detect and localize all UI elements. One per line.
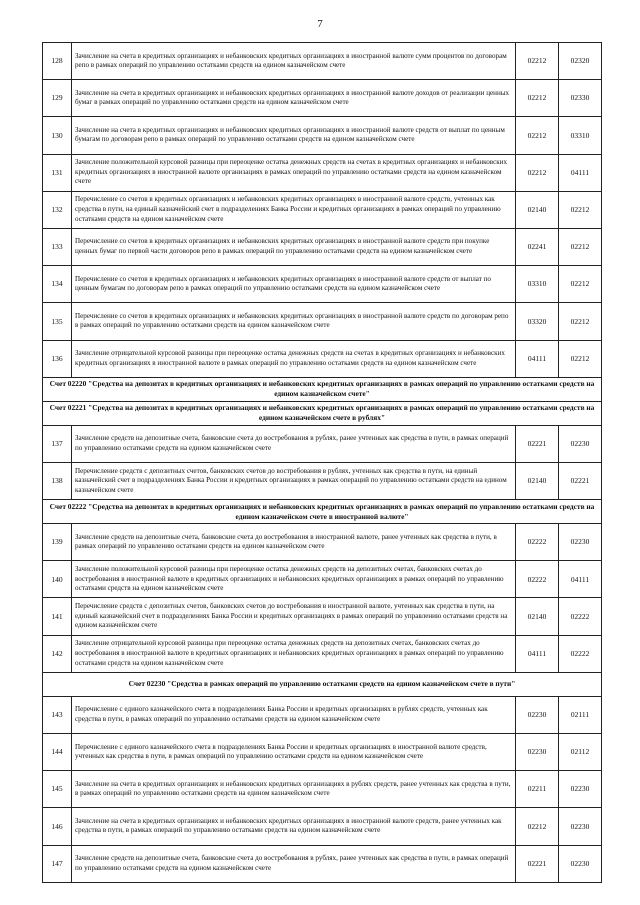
debit-account: 04111: [516, 340, 559, 377]
row-number: 131: [43, 154, 72, 191]
section-title: Счет 02221 "Средства на депозитах в кредитных организациях и небанковских кредитных организациях в рамках операций по управлению остатками средств на едином казначейском счете в рублях": [43, 401, 602, 425]
entry-description: Зачисление положительной курсовой разницы при переоценке остатка денежных средств на депозитных счетах, банковских счетах до востребования в иностранной валюте в кредитных организациях и небанковских кредитных организациях в рамках операций по управлению остатками средств на едином казначейском счете: [72, 561, 516, 598]
credit-account: 02320: [559, 43, 602, 80]
credit-account: 02230: [559, 425, 602, 462]
debit-account: 02221: [516, 425, 559, 462]
table-row: [43, 266, 602, 303]
table-body: [43, 43, 602, 883]
credit-account: 02212: [559, 303, 602, 340]
section-title: Счет 02230 "Средства в рамках операций по управлению остатками средств на едином казначейском счете в пути": [43, 672, 602, 696]
table-row: [43, 191, 602, 228]
table-row: [43, 598, 602, 635]
row-number: 133: [43, 228, 72, 265]
row-number: 129: [43, 80, 72, 117]
section-header-row: [43, 401, 602, 425]
debit-account: 02211: [516, 771, 559, 808]
table-row: [43, 462, 602, 499]
accounting-entries-table: [42, 42, 602, 883]
credit-account: 02230: [559, 808, 602, 845]
debit-account: 02140: [516, 462, 559, 499]
section-header-row: [43, 500, 602, 524]
row-number: 140: [43, 561, 72, 598]
table-row: [43, 117, 602, 154]
debit-account: 02230: [516, 696, 559, 733]
table-row: [43, 154, 602, 191]
row-number: 130: [43, 117, 72, 154]
credit-account: 02221: [559, 462, 602, 499]
entry-description: Перечисление со счетов в кредитных организациях и небанковских кредитных организациях в иностранной валюте средств от выплат по ценным бумагам по договорам репо в рамках операций по управлению остатками средств на едином казначейском счете: [72, 266, 516, 303]
credit-account: 02212: [559, 228, 602, 265]
row-number: 141: [43, 598, 72, 635]
debit-account: 02230: [516, 734, 559, 771]
debit-account: 04111: [516, 635, 559, 672]
row-number: 144: [43, 734, 72, 771]
debit-account: 03310: [516, 266, 559, 303]
credit-account: 02222: [559, 635, 602, 672]
entry-description: Перечисление со счетов в кредитных организациях и небанковских кредитных организациях в иностранной валюте средств, учтенных как средства в пути, на единый казначейский счет в подразделениях Банка России и кредитных организациях в рамках операций по управлению остатками средств на едином казначейском счете: [72, 191, 516, 228]
row-number: 138: [43, 462, 72, 499]
entry-description: Зачисление положительной курсовой разницы при переоценке остатка денежных средств на счетах в кредитных организациях и небанковских кредитных организациях в иностранной валюте организациях в рамках операций по управлению остатками средств на едином казначейском счете: [72, 154, 516, 191]
page-number: 7: [317, 18, 323, 30]
table-row: [43, 635, 602, 672]
table-row: [43, 80, 602, 117]
table-row: [43, 845, 602, 882]
table-row: [43, 524, 602, 561]
entry-description: Перечисление средств с депозитных счетов, банковских счетов до востребования в иностранной валюте, учтенных как средства в пути, на единый казначейский счет в подразделениях Банка России и кредитных организациях в рамках операций по управлению остатками средств на едином казначейском счете: [72, 598, 516, 635]
credit-account: 02230: [559, 845, 602, 882]
credit-account: 04111: [559, 561, 602, 598]
row-number: 143: [43, 696, 72, 733]
entry-description: Зачисление на счета в кредитных организациях и небанковских кредитных организациях в иностранной валюте сумм процентов по договорам репо в рамках операций по управлению остатками средств на едином казначейском счете: [72, 43, 516, 80]
credit-account: 02330: [559, 80, 602, 117]
debit-account: 02222: [516, 561, 559, 598]
table-row: [43, 303, 602, 340]
row-number: 132: [43, 191, 72, 228]
entry-description: Перечисление с единого казначейского счета в подразделениях Банка России и кредитных организациях в иностранной валюте средств, учтенных как средства в пути, в рамках операций по управлению остатками средств на едином казначейском счете: [72, 734, 516, 771]
debit-account: 02222: [516, 524, 559, 561]
entry-description: Зачисление отрицательной курсовой разницы при переоценке остатка денежных средств на депозитных счетах, банковских счетах до востребования в иностранной валюте в кредитных организациях и небанковских кредитных организациях в рамках операций по управлению остатками средств на едином казначейском счете: [72, 635, 516, 672]
credit-account: 02111: [559, 696, 602, 733]
entry-description: Зачисление на счета в кредитных организациях и небанковских кредитных организациях в иностранной валюте средств от выплат по ценным бумагам по договорам репо в рамках операций по управлению остатками средств на едином казначейском счете: [72, 117, 516, 154]
row-number: 128: [43, 43, 72, 80]
section-title: Счет 02220 "Средства на депозитах в кредитных организациях и небанковских кредитных организациях в рамках операций по управлению остатками средств на едином казначейском счете": [43, 377, 602, 401]
entry-description: Перечисление со счетов в кредитных организациях и небанковских кредитных организациях в иностранной валюте средств при покупке ценных бумаг по первой части договоров репо в рамках операций по управлению остатками средств на едином казначейском счете: [72, 228, 516, 265]
entry-description: Перечисление со счетов в кредитных организациях и небанковских кредитных организациях в иностранной валюте средств по договорам репо в рамках операций по управлению остатками средств на едином казначейском счете: [72, 303, 516, 340]
entry-description: Перечисление средств с депозитных счетов, банковских счетов до востребования в рублях, учтенных как средства в пути, на единый казначейский счет в подразделениях Банка России и кредитных организациях в рамках операций по управлению остатками средств на едином казначейском счете: [72, 462, 516, 499]
debit-account: 02140: [516, 191, 559, 228]
entry-description: Зачисление средств на депозитные счета, банковские счета до востребования в рублях, ранее учтенных как средства в пути, в рамках операций по управлению остатками средств на едином казначейском счете: [72, 425, 516, 462]
section-title: Счет 02222 "Средства на депозитах в кредитных организациях и небанковских кредитных организациях в рамках операций по управлению остатками средств на едином казначейском счете в иностранной валюте": [43, 500, 602, 524]
row-number: 135: [43, 303, 72, 340]
entry-description: Перечисление с единого казначейского счета в подразделениях Банка России и кредитных организациях в рублях средств, учтенных как средства в пути, в рамках операций по управлению остатками средств на едином казначейском счете: [72, 696, 516, 733]
entry-description: Зачисление на счета в кредитных организациях и небанковских кредитных организациях в рублях средств, ранее учтенных как средства в пути, в рамках операций по управлению остатками средств на едином казначейском счете: [72, 771, 516, 808]
table-row: [43, 771, 602, 808]
table-row: [43, 228, 602, 265]
debit-account: 02212: [516, 154, 559, 191]
debit-account: 02212: [516, 117, 559, 154]
section-header-row: [43, 377, 602, 401]
entry-description: Зачисление отрицательной курсовой разницы при переоценке остатка денежных средств на счетах в кредитных организациях и небанковских кредитных организациях в иностранной валюте в рамках операций по управлению остатками средств на едином казначейском счете: [72, 340, 516, 377]
section-header-row: [43, 672, 602, 696]
credit-account: 02112: [559, 734, 602, 771]
credit-account: 02212: [559, 266, 602, 303]
debit-account: 02221: [516, 845, 559, 882]
row-number: 146: [43, 808, 72, 845]
entry-description: Зачисление средств на депозитные счета, банковские счета до востребования в рублях, ранее учтенных как средства в пути, в рамках операций по управлению остатками средств на едином казначейском счете: [72, 845, 516, 882]
credit-account: 03310: [559, 117, 602, 154]
row-number: 147: [43, 845, 72, 882]
row-number: 139: [43, 524, 72, 561]
credit-account: 02230: [559, 524, 602, 561]
debit-account: 02241: [516, 228, 559, 265]
debit-account: 02212: [516, 80, 559, 117]
entry-description: Зачисление на счета в кредитных организациях и небанковских кредитных организациях в иностранной валюте доходов от реализации ценных бумаг в рамках операций по управлению остатками средств на едином казначейском счете: [72, 80, 516, 117]
table-row: [43, 734, 602, 771]
debit-account: 03320: [516, 303, 559, 340]
entry-description: Зачисление на счета в кредитных организациях и небанковских кредитных организациях в иностранной валюте средств, ранее учтенных как средства в пути, в рамках операций по управлению остатками средств на едином казначейском счете: [72, 808, 516, 845]
credit-account: 02212: [559, 340, 602, 377]
credit-account: 02212: [559, 191, 602, 228]
table-row: [43, 808, 602, 845]
row-number: 145: [43, 771, 72, 808]
entry-description: Зачисление средств на депозитные счета, банковские счета до востребования в иностранной валюте, ранее учтенных как средства в пути, в рамках операций по управлению остатками средств на едином казначейском счете: [72, 524, 516, 561]
row-number: 137: [43, 425, 72, 462]
row-number: 134: [43, 266, 72, 303]
credit-account: 02230: [559, 771, 602, 808]
debit-account: 02212: [516, 808, 559, 845]
table-row: [43, 561, 602, 598]
row-number: 142: [43, 635, 72, 672]
table-row: [43, 43, 602, 80]
debit-account: 02140: [516, 598, 559, 635]
debit-account: 02212: [516, 43, 559, 80]
row-number: 136: [43, 340, 72, 377]
table-row: [43, 340, 602, 377]
table-row: [43, 425, 602, 462]
table-row: [43, 696, 602, 733]
credit-account: 04111: [559, 154, 602, 191]
credit-account: 02222: [559, 598, 602, 635]
